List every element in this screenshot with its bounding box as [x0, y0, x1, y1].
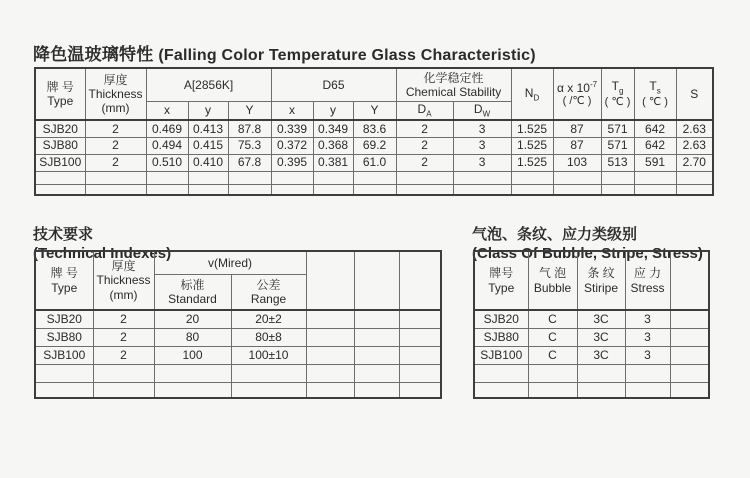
falling-characteristic-table — [34, 67, 714, 196]
empty-cell — [354, 382, 399, 398]
header-range-en: Range — [250, 291, 287, 306]
header-alpha — [553, 68, 601, 120]
header-type-en: Type — [51, 280, 78, 295]
table-row — [474, 328, 709, 346]
da-base: D — [417, 101, 427, 116]
header-type-en: Type — [47, 94, 74, 108]
technical-title-en: (Technical Indexes) — [33, 245, 172, 262]
empty-cell — [228, 184, 271, 195]
page-title-en: (Falling Color Temperature Glass Characteristic) — [158, 47, 536, 64]
table-cell: 3 — [625, 310, 670, 328]
empty-cell — [146, 184, 188, 195]
empty-cell — [154, 382, 231, 398]
header-standard — [154, 274, 231, 310]
table-cell: 571 — [601, 137, 634, 154]
header-chemical-en: Chemical Stability — [405, 84, 502, 99]
table-cell: 2 — [93, 328, 154, 346]
empty-row — [35, 171, 713, 184]
empty-cell — [676, 171, 713, 184]
header-d65-y: y — [313, 101, 353, 120]
header-range-zh: 公差 — [256, 277, 281, 292]
header-da — [396, 101, 453, 120]
empty-row — [35, 364, 441, 382]
empty-header-cell — [670, 251, 709, 310]
empty-cell — [306, 364, 354, 382]
header-type — [35, 68, 85, 120]
alpha-unit: ( /℃ ) — [562, 95, 592, 108]
table-cell: 2 — [93, 310, 154, 328]
bubble-stripe-stress-table — [473, 250, 710, 399]
dw-base: D — [473, 101, 483, 116]
header-thickness-en: Thickness — [88, 86, 143, 101]
header-type — [35, 251, 93, 310]
header-ts — [634, 68, 676, 120]
table-cell: 3 — [625, 328, 670, 346]
empty-cell — [396, 184, 453, 195]
header-type — [474, 251, 528, 310]
da-sub: A — [426, 109, 432, 119]
table-cell: 0.415 — [188, 137, 228, 154]
table-row — [35, 154, 713, 171]
empty-cell — [188, 171, 228, 184]
header-range — [231, 274, 306, 310]
table-cell: 591 — [634, 154, 676, 171]
table-cell: SJB80 — [474, 328, 528, 346]
header-d65-x: x — [271, 101, 313, 120]
empty-cell — [313, 171, 353, 184]
table-cell: 2 — [85, 137, 146, 154]
empty-cell — [306, 310, 354, 328]
tg-unit: ( ℃ ) — [604, 95, 631, 108]
table-cell: 2 — [85, 120, 146, 137]
table-cell: 2 — [396, 120, 453, 137]
header-dw — [453, 101, 511, 120]
table-cell: 0.413 — [188, 120, 228, 137]
page-title — [33, 40, 536, 65]
header-chemical-zh: 化学稳定性 — [423, 70, 484, 85]
class-title-en: (Class Of Bubble, Stripe, Stress) — [472, 245, 703, 262]
header-thickness-zh: 厚度 — [111, 259, 136, 274]
empty-row — [474, 364, 709, 382]
empty-row — [474, 382, 709, 398]
ts-sub: s — [656, 86, 661, 96]
table-cell: 0.368 — [313, 137, 353, 154]
table-cell: 20 — [154, 310, 231, 328]
table-cell: 571 — [601, 120, 634, 137]
header-stress-zh: 应 力 — [633, 266, 662, 281]
header-a2856k: A[2856K] — [146, 68, 271, 101]
empty-row — [35, 184, 713, 195]
empty-cell — [399, 310, 441, 328]
empty-cell — [35, 382, 93, 398]
table-cell: 2 — [85, 154, 146, 171]
header-tg — [601, 68, 634, 120]
empty-cell — [670, 364, 709, 382]
table-cell: 2 — [396, 154, 453, 171]
header-thickness-en: Thickness — [96, 273, 151, 288]
header-bubble-en: Bubble — [533, 280, 572, 295]
table-cell: 80±8 — [231, 328, 306, 346]
table-row — [35, 310, 441, 328]
table-cell: 103 — [553, 154, 601, 171]
empty-cell — [399, 364, 441, 382]
header-nd — [511, 68, 553, 120]
header-bubble-zh: 气 泡 — [538, 266, 567, 281]
empty-cell — [511, 171, 553, 184]
table-row — [35, 120, 713, 137]
header-standard-zh: 标准 — [180, 277, 205, 292]
table-cell: 0.469 — [146, 120, 188, 137]
table-cell: SJB80 — [35, 137, 85, 154]
empty-header-cell — [306, 251, 354, 310]
empty-cell — [670, 382, 709, 398]
nd-sub: D — [533, 92, 540, 102]
table-cell: 513 — [601, 154, 634, 171]
table-cell: 0.510 — [146, 154, 188, 171]
header-a-x: x — [146, 101, 188, 120]
empty-cell — [670, 346, 709, 364]
header-a-ycap: Y — [228, 101, 271, 120]
table-cell: SJB20 — [474, 310, 528, 328]
empty-cell — [85, 184, 146, 195]
header-s: S — [676, 68, 713, 120]
empty-cell — [553, 171, 601, 184]
empty-cell — [601, 171, 634, 184]
table-cell: SJB20 — [35, 120, 85, 137]
tg-sub: g — [618, 86, 624, 96]
table-row — [35, 346, 441, 364]
header-d65-ycap: Y — [353, 101, 396, 120]
table-cell: 100 — [154, 346, 231, 364]
header-d65: D65 — [271, 68, 396, 101]
empty-header-cell — [354, 251, 399, 310]
header-vmired: v(Mired) — [154, 251, 306, 274]
header-stripe-zh: 条 纹 — [587, 266, 615, 281]
header-chemical-stability — [396, 68, 511, 101]
technical-indexes-table — [34, 250, 442, 399]
empty-cell — [453, 171, 511, 184]
empty-cell — [634, 184, 676, 195]
header-a-y: y — [188, 101, 228, 120]
table-cell: 0.372 — [271, 137, 313, 154]
empty-cell — [670, 310, 709, 328]
table-row — [474, 346, 709, 364]
table-cell: 2 — [93, 346, 154, 364]
empty-row — [35, 382, 441, 398]
table-cell: 0.494 — [146, 137, 188, 154]
table-cell: 61.0 — [353, 154, 396, 171]
table-cell: C — [528, 328, 577, 346]
empty-cell — [306, 346, 354, 364]
header-thickness — [85, 68, 146, 120]
empty-cell — [453, 184, 511, 195]
table-cell: 69.2 — [353, 137, 396, 154]
empty-cell — [353, 184, 396, 195]
empty-cell — [354, 328, 399, 346]
empty-cell — [625, 382, 670, 398]
empty-cell — [528, 382, 577, 398]
alpha-base: α x 10 — [556, 80, 590, 95]
empty-cell — [93, 382, 154, 398]
table-row — [35, 137, 713, 154]
table-cell: 3 — [453, 120, 511, 137]
empty-cell — [231, 364, 306, 382]
table-cell: 87.8 — [228, 120, 271, 137]
class-title-zh: 气泡、条纹、应力类级别 — [472, 226, 638, 243]
empty-cell — [306, 328, 354, 346]
table-cell: 2.63 — [676, 137, 713, 154]
alpha-sup: -7 — [589, 79, 598, 89]
table-cell: 3C — [577, 328, 625, 346]
table-cell: 3 — [453, 154, 511, 171]
empty-cell — [93, 364, 154, 382]
table-cell: 83.6 — [353, 120, 396, 137]
table-cell: C — [528, 346, 577, 364]
empty-cell — [396, 171, 453, 184]
empty-cell — [154, 364, 231, 382]
table-cell: 3 — [453, 137, 511, 154]
empty-cell — [670, 328, 709, 346]
empty-cell — [601, 184, 634, 195]
table-cell: 67.8 — [228, 154, 271, 171]
header-thickness-unit: (mm) — [101, 101, 130, 116]
header-standard-en: Standard — [168, 291, 217, 306]
table-cell: 1.525 — [511, 120, 553, 137]
empty-cell — [354, 364, 399, 382]
empty-cell — [313, 184, 353, 195]
header-thickness-zh: 厚度 — [103, 72, 128, 87]
table-cell: 0.339 — [271, 120, 313, 137]
empty-cell — [399, 382, 441, 398]
table-cell: SJB100 — [474, 346, 528, 364]
table-cell: 3C — [577, 346, 625, 364]
empty-cell — [577, 364, 625, 382]
header-stripe — [577, 251, 625, 310]
ts-base: T — [649, 79, 657, 94]
empty-cell — [353, 171, 396, 184]
empty-cell — [35, 184, 85, 195]
table-cell: 20±2 — [231, 310, 306, 328]
table-cell: 1.525 — [511, 154, 553, 171]
empty-cell — [625, 364, 670, 382]
table-cell: SJB100 — [35, 346, 93, 364]
table-cell: 100±10 — [231, 346, 306, 364]
table-cell: 2 — [396, 137, 453, 154]
table-cell: 75.3 — [228, 137, 271, 154]
empty-cell — [354, 310, 399, 328]
empty-cell — [399, 328, 441, 346]
empty-cell — [271, 171, 313, 184]
table-cell: SJB20 — [35, 310, 93, 328]
technical-title-zh: 技术要求 — [33, 226, 94, 243]
table-cell: SJB80 — [35, 328, 93, 346]
table-cell: 0.381 — [313, 154, 353, 171]
empty-cell — [511, 184, 553, 195]
table-cell: 0.395 — [271, 154, 313, 171]
header-stress-en: Stress — [630, 280, 665, 295]
table-cell: 0.410 — [188, 154, 228, 171]
table-cell: C — [528, 310, 577, 328]
page-title-zh: 降色温玻璃特性 — [33, 45, 154, 64]
table-cell: 642 — [634, 137, 676, 154]
empty-cell — [146, 171, 188, 184]
tg-base: T — [611, 79, 619, 94]
header-stripe-en: Stiripe — [583, 280, 618, 295]
dw-sub: W — [482, 109, 491, 119]
empty-cell — [528, 364, 577, 382]
empty-cell — [35, 171, 85, 184]
header-stress — [625, 251, 670, 310]
table-row — [474, 310, 709, 328]
empty-cell — [577, 382, 625, 398]
empty-cell — [354, 346, 399, 364]
empty-cell — [676, 184, 713, 195]
table-cell: 2.70 — [676, 154, 713, 171]
table-cell: 2.63 — [676, 120, 713, 137]
table-cell: SJB100 — [35, 154, 85, 171]
nd-base: N — [524, 85, 534, 100]
empty-cell — [35, 364, 93, 382]
ts-unit: ( ℃ ) — [642, 95, 668, 108]
table-cell: 80 — [154, 328, 231, 346]
table-cell: 1.525 — [511, 137, 553, 154]
table-cell: 3C — [577, 310, 625, 328]
empty-cell — [474, 364, 528, 382]
table-cell: 0.349 — [313, 120, 353, 137]
empty-cell — [228, 171, 271, 184]
table-cell: 87 — [553, 137, 601, 154]
header-type-zh: 牌号 — [489, 266, 514, 281]
header-thickness — [93, 251, 154, 310]
empty-cell — [306, 382, 354, 398]
table-cell: 642 — [634, 120, 676, 137]
empty-cell — [399, 346, 441, 364]
table-row — [35, 328, 441, 346]
empty-cell — [85, 171, 146, 184]
empty-header-cell — [399, 251, 441, 310]
table-cell: 3 — [625, 346, 670, 364]
table-cell: 87 — [553, 120, 601, 137]
header-type-zh: 牌 号 — [50, 266, 78, 281]
empty-cell — [634, 171, 676, 184]
header-type-en: Type — [488, 280, 515, 295]
empty-cell — [271, 184, 313, 195]
empty-cell — [188, 184, 228, 195]
header-type-zh: 牌 号 — [46, 79, 74, 94]
empty-cell — [553, 184, 601, 195]
header-thickness-unit: (mm) — [109, 287, 138, 302]
empty-cell — [231, 382, 306, 398]
empty-cell — [474, 382, 528, 398]
header-bubble — [528, 251, 577, 310]
